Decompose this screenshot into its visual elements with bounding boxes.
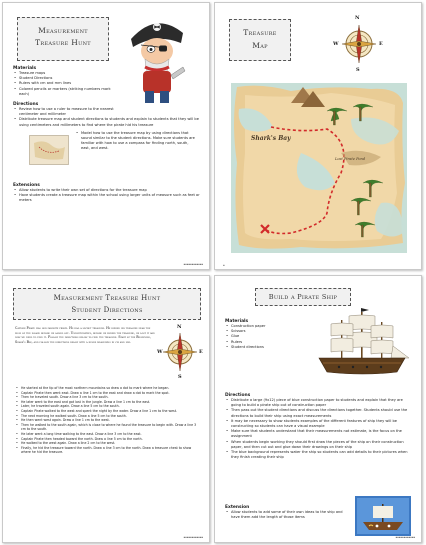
page-build-a-pirate-ship xyxy=(214,275,422,543)
list-item: • He later went to the east and got lost in the jungle. Draw a line 1 cm to the east. xyxy=(15,400,201,405)
page1-photo-row xyxy=(13,131,201,171)
page1-directions-list xyxy=(13,107,201,128)
list-item: • Review how to use a ruler to measure to the nearest centimeter and millimeter xyxy=(13,107,123,117)
compass-west-label: W xyxy=(333,41,339,47)
page1-materials-header: Materials xyxy=(13,66,37,71)
page1-title-line1: Measurement xyxy=(38,26,88,35)
map-photo-thumbnail xyxy=(29,135,69,165)
page-treasure-map xyxy=(214,2,422,270)
list-item: • Treasure maps xyxy=(13,71,118,76)
list-item: • Model how to use the treasure map by using directions that sound similar to the student directions. Make sure students are familiar with how to use a compass for finding north, south, east, and west. xyxy=(75,131,195,152)
treasure-map-drawing xyxy=(231,83,407,253)
page1-footer-mark: ▪▪▪▪▪▪▪▪▪▪▪▪ xyxy=(183,263,203,266)
list-item: • Captain Pirate then headed toward the north. Draw a line 5 cm to the north. xyxy=(15,437,201,442)
list-item: • Have students create a treasure map within the school using larger units of measure such as feet or meters xyxy=(13,193,201,203)
list-item: • It may be necessary to show students examples of the different features of ship they will be constructing so students can have a visual example xyxy=(225,419,413,429)
list-item: • Then pass out the student directions and discuss the directions together. Students should use the directions to build their ship using exact measurements xyxy=(225,408,413,418)
page1-directions-header: Directions xyxy=(13,102,39,108)
page4-title-box xyxy=(255,288,351,306)
treasure-map xyxy=(231,83,407,253)
list-item: • He later went a long time walking to the east. Draw a line 3 cm to the east. xyxy=(15,432,201,437)
page4-directions-header: Directions xyxy=(225,393,251,398)
compass-north-label: N xyxy=(355,15,360,21)
list-item: • Student Directions xyxy=(13,76,118,81)
page2-title-line1: Treasure xyxy=(243,28,277,37)
list-item: • Finally, he hid the treasure toward the north. Draw a line 3 cm to the north. Draw a treasure chest to show where he hid the treasure. xyxy=(15,446,201,455)
page1-model-note xyxy=(75,131,195,152)
list-item: • Later, he traveled south again. Draw a line 5 cm to the south. xyxy=(15,404,201,409)
list-item: • Student directions xyxy=(225,345,305,350)
page1-title-box xyxy=(17,17,109,61)
page4-footer-mark: ▪▪▪▪▪▪▪▪▪▪▪▪ xyxy=(395,536,415,539)
list-item: • Rulers with cm and mm lines xyxy=(13,81,118,86)
list-item: • Scissors xyxy=(225,329,305,334)
list-item: • Captain Pirate walked to the west and spent the night by the water. Draw a line 1 cm to the west. xyxy=(15,409,201,414)
list-item: • Make sure that students understand that their measurements not estimate, is the focus on the assignment xyxy=(225,429,413,439)
page3-title-box xyxy=(13,288,201,320)
page1-materials-list xyxy=(13,71,118,97)
page-student-directions xyxy=(2,275,210,543)
list-item: • He then went west again. Draw a line 1 cm to the west. xyxy=(15,418,201,423)
page1-title-line2: Treasure Hunt xyxy=(35,38,91,47)
list-item: • Rulers xyxy=(225,340,305,345)
page4-top xyxy=(225,316,305,350)
compass-south-label: S xyxy=(178,374,182,380)
page2-compass xyxy=(333,15,383,73)
list-item: • When students begin working they should first draw the pieces of the ship on their construction paper, and then cut out and glue down their drawings on their ship xyxy=(225,440,413,450)
page3-footer-mark: ▪▪▪▪▪▪▪▪▪▪▪▪ xyxy=(183,536,203,539)
compass-east-label: E xyxy=(379,41,383,47)
page4-extension-header: Extension xyxy=(225,505,250,510)
list-item: • He walked to the west again. Draw a line 2 cm to the west. xyxy=(15,441,201,446)
page3-intro-text: Captain Pirate was our favorite pirate. He had a secret treasure. He buried his treasure near the edge of the island before he sailed off. Unfortunately, before he buried the treasure, he lost it and now we need to find it. Follow the directions below to find the treasure. Start at the Beginning, Shark's Bay, and follow the directions below with a ruler measuring in cm and mm. xyxy=(15,326,155,344)
page3-steps-list xyxy=(15,386,201,455)
page2-footer-mark: ▪ xyxy=(223,264,225,267)
list-item: • Colored pencils or markers (striking numbers mark each) xyxy=(13,87,118,97)
page3-title-line1: Measurement Treasure Hunt xyxy=(53,294,161,302)
map-label-lost-pirate-pond: Lost Pirate Pond xyxy=(335,157,366,161)
pirate-ship-illustration xyxy=(313,306,413,386)
list-item: • The blue background represents water the ship so students can add details to their pictures when they finish creating their ship xyxy=(225,450,413,460)
compass-west-label: W xyxy=(157,349,163,355)
compass-rose-icon xyxy=(162,331,198,373)
list-item: • Then he walked to the south again, which is close to where he found the treasure to begin with. Draw a line 3 cm to the south. xyxy=(15,423,201,432)
list-item: • Construction paper xyxy=(225,324,305,329)
list-item: • Distribute a large (9x12) piece of blue construction paper to students and explain that they are going to build a pirate ship out of construction paper xyxy=(225,398,413,408)
page4-extension-list xyxy=(225,510,343,520)
page1-extensions-list xyxy=(13,188,201,204)
page4-materials-header: Materials xyxy=(225,319,249,324)
page3-compass xyxy=(157,324,203,380)
page4-extension xyxy=(225,502,343,520)
page4-body xyxy=(225,390,413,460)
list-item: • Allow students to write their own set of directions for the treasure map xyxy=(13,188,201,193)
page2-title-line2: Map xyxy=(252,41,268,50)
page4-title: Build a Pirate Ship xyxy=(268,293,338,301)
compass-north-label: N xyxy=(177,324,182,330)
compass-east-label: E xyxy=(199,349,203,355)
list-item: • Distribute treasure map and student directions to students and explain to students that they will be using centimeters and millimeters to find where the pirate hid his treasure xyxy=(13,117,201,127)
compass-rose-icon xyxy=(340,23,378,65)
map-label-sharks-bay: Shark's Bay xyxy=(251,135,291,142)
page1-extensions-header: Extensions xyxy=(13,182,40,188)
page4-materials-list xyxy=(225,324,305,350)
list-item: • The next morning he walked south. Draw a line 5 cm to the south. xyxy=(15,414,201,419)
page2-title-box xyxy=(229,19,291,61)
page3-title-line2: Student Directions xyxy=(71,306,143,314)
compass-south-label: S xyxy=(356,67,360,73)
list-item: • Then he traveled south. Draw a line 3 cm to the south. xyxy=(15,395,201,400)
student-ship-photo xyxy=(355,496,411,536)
page4-directions-list xyxy=(225,398,413,460)
list-item: • Glue xyxy=(225,334,305,339)
list-item: • Captain Pirate then went east. Draw a line 1 cm to the east and draw a dot to mark the spot. xyxy=(15,391,201,396)
list-item: • Allow students to add some of their own ideas to the ship and have them add the length of those items xyxy=(225,510,343,520)
list-item: • He started at the tip of the most northern mountains so draw a dot to mark where he began. xyxy=(15,386,201,391)
page-measurement-treasure-hunt xyxy=(2,2,210,270)
page1-body xyxy=(13,63,201,203)
